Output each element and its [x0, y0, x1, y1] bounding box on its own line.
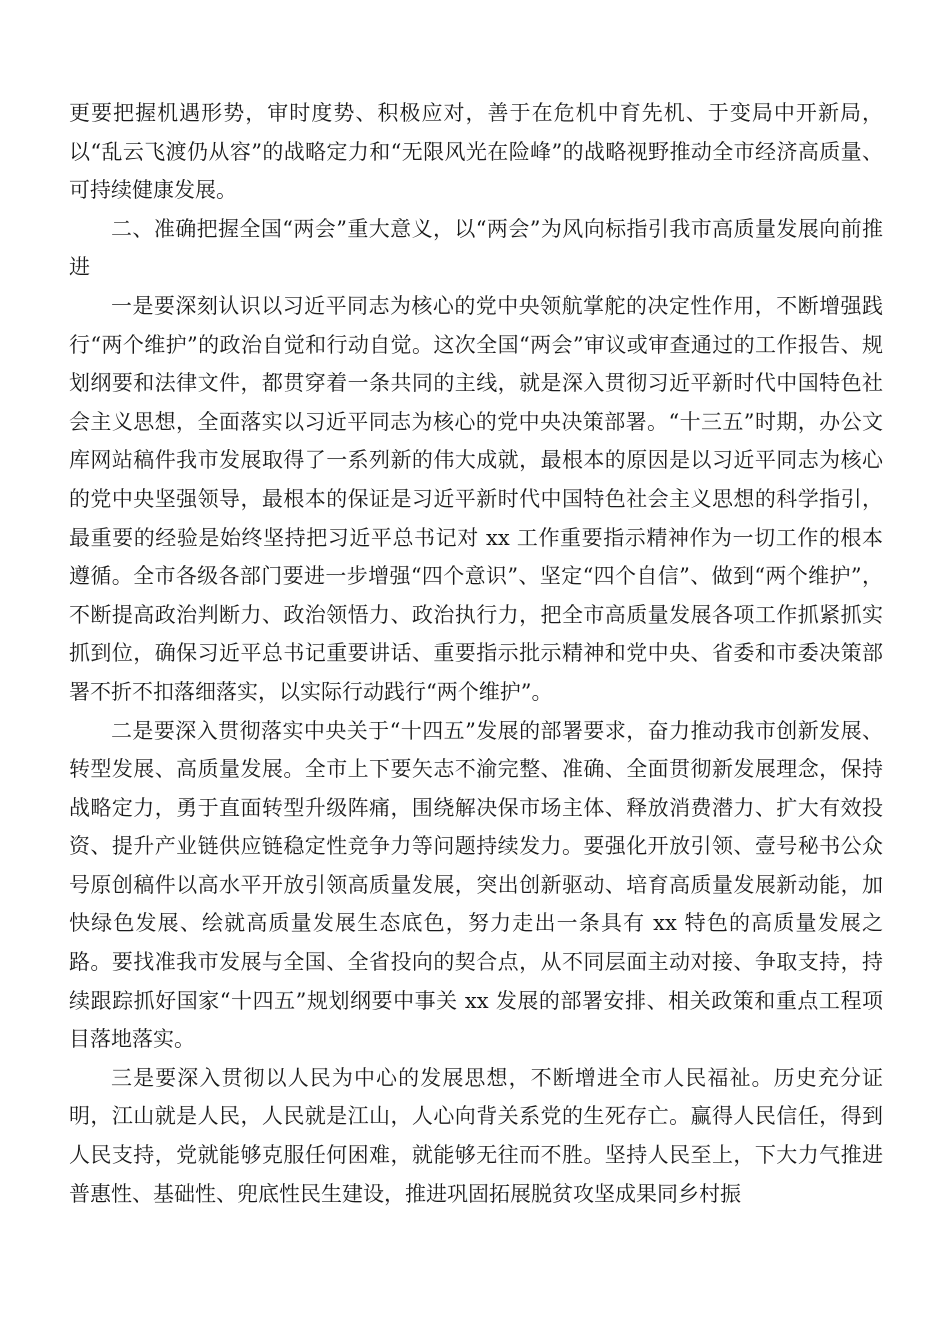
paragraph-point-three: 三是要深入贯彻以人民为中心的发展思想，不断增进全市人民福祉。历史充分证明，江山就是人民，人民就是江山，人心向背关系党的生死存亡。赢得人民信任，得到人民支持，党就能够克服任何困难，就能够无往而不胜。坚持人民至上，下大力气推进普惠性、基础性、兜底性民生建设，推进巩固拓展脱贫攻坚成果同乡村振	[69, 1065, 883, 1206]
paragraph-continued: 更要把握机遇形势，审时度势、积极应对，善于在危机中育先机、于变局中开新局，以“乱云飞渡仍从容”的战略定力和“无限风光在险峰”的战略视野推动全市经济高质量、可持续健康发展。	[69, 101, 883, 203]
section-heading: 二、准确把握全国“两会”重大意义，以“两会”为风向标指引我市高质量发展向前推进	[69, 216, 883, 280]
paragraph-point-one: 一是要深刻认识以习近平同志为核心的党中央领航掌舵的决定性作用，不断增强践行“两个维护”的政治自觉和行动自觉。这次全国“两会”审议或审查通过的工作报告、规划纲要和法律文件，都贯穿着一条共同的主线，就是深入贯彻习近平新时代中国特色社会主义思想，全面落实以习近平同志为核心的党中央决策部署。“十三五”时期，办公文库网站稿件我市发展取得了一系列新的伟大成就，最根本的原因是以习近平同志为核心的党中央坚强领导，最根本的保证是习近平新时代中国特色社会主义思想的科学指引，最重要的经验是始终坚持把习近平总书记对 xx 工作重要指示精神作为一切工作的根本遵循。全市各级各部门要进一步增强“四个意识”、坚定“四个自信”、做到“两个维护”，不断提高政治判断力、政治领悟力、政治执行力，把全市高质量发展各项工作抓紧抓实抓到位，确保习近平总书记重要讲话、重要指示批示精神和党中央、省委和市委决策部署不折不扣落细落实，以实际行动践行“两个维护”。	[69, 293, 883, 704]
document-page	[69, 94, 883, 1213]
paragraph-point-two: 二是要深入贯彻落实中央关于“十四五”发展的部署要求，奋力推动我市创新发展、转型发展、高质量发展。全市上下要矢志不渝完整、准确、全面贯彻新发展理念，保持战略定力，勇于直面转型升级阵痛，围绕解决保市场主体、释放消费潜力、扩大有效投资、提升产业链供应链稳定性竞争力等问题持续发力。要强化开放引领、壹号秘书公众号原创稿件以高水平开放引领高质量发展，突出创新驱动、培育高质量发展新动能，加快绿色发展、绘就高质量发展生态底色，努力走出一条具有 xx 特色的高质量发展之路。要找准我市发展与全国、全省投向的契合点，从不同层面主动对接、争取支持，持续跟踪抓好国家“十四五”规划纲要中事关 xx 发展的部署安排、相关政策和重点工程项目落地落实。	[69, 718, 883, 1052]
